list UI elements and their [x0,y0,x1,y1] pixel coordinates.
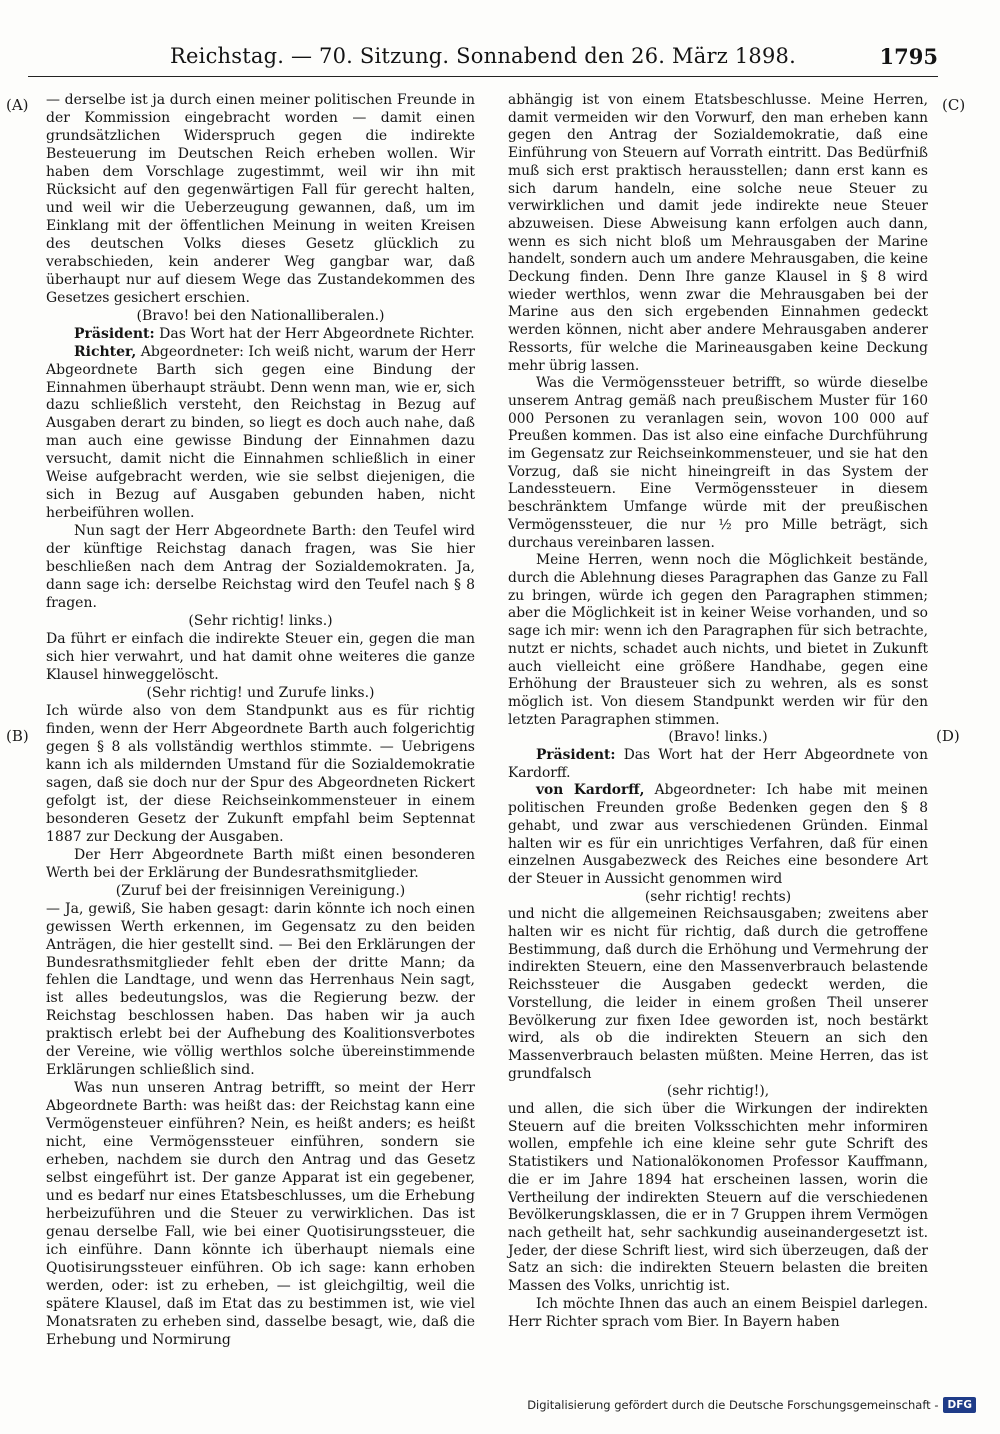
speaker-name: Präsident: [536,747,616,764]
paragraph-text: Da führt er einfach die indirekte Steuer ein, gegen die man sich hier verwahrt, und hat damit ohne weiteres die ganze Klausel hinweggelöscht. [46,631,475,683]
paragraph [46,1080,475,1350]
paragraph-text: (Zuruf bei der freisinnigen Vereinigung.) [115,882,406,899]
paragraph-text: (Sehr richtig! links.) [188,613,333,630]
paragraph-text: (Bravo! bei den Nationalliberalen.) [136,307,385,324]
interjection [46,685,475,703]
paragraph-text: Was nun unseren Antrag betrifft, so meint der Herr Abgeordnete Barth: was heißt das: der Reichstag kann eine Vermögensteuer einführen? Nein, es heißt anders; es heißt nicht, eine Vermögenssteuer einführen, sondern sie erheben, nachdem sie durch den Antrag und das Gesetz selbst eingeführt ist. Der ganze Apparat ist ein gegebener, und es bedarf nur eines Etatsbeschlusses, um die Erhebung herbeizuführen und die Steuer zu verwirklichen. Das ist genau derselbe Fall, wie bei einer Quotisirungssteuer, die ich einführe. Dann könnte ich überhaupt niemals eine Quotisirungssteuer einführen. Ob ich sage: kann erhoben werden, oder: ist zu erheben, — ist gleichgiltig, weil die spätere Klausel, daß im Etat das zu bestimmen ist, wie viel Monatsraten zu erheben sind, dasselbe besagt, wie, daß die Erhebung und Normirung [46,1080,475,1348]
interjection [46,883,475,901]
paragraph-text: Der Herr Abgeordnete Barth mißt einen besonderen Werth bei der Erklärung der Bundesrathsmitglieder. [46,846,475,881]
paragraph [46,703,475,847]
paragraph-text: (Sehr richtig! und Zurufe links.) [146,684,375,701]
speaker-name: Präsident: [74,325,155,342]
interjection [508,1083,928,1101]
paragraph-text: — derselbe ist ja durch einen meiner politischen Freunde in der Kommission eingebracht worden — damit einen grundsätzlichen Widerspruch gegen die indirekte Besteuerung im Deutschen Reich erheben wollen. Wir haben dem Vorschlage zugestimmt, weil wir ihn mit Rücksicht auf den gegenwärtigen Fall für gerecht halten, und weil wir die Ueberzeugung gewannen, daß, um im Einklang mit der öffentlichen Meinung in weiten Kreisen des deutschen Volks dieses Gesetz glücklich zu verabschieden, kein anderer Weg gangbar war, daß überhaupt nur auf diesem Wege das Zustandekommen des Gesetzes gesichert erschien. [46,92,475,306]
speaker-name: von Kardorff, [536,782,645,799]
right-text-column [508,92,928,1331]
interjection [508,729,928,747]
paragraph-text: Das Wort hat der Herr Abgeordnete von Kardorff. [508,747,928,781]
dfg-logo: DFG [943,1397,976,1413]
paragraph-text: Ich würde also von dem Standpunkt aus es für richtig finden, wenn der Herr Abgeordnete Barth auch folgerichtig gegen § 8 als vollständig werthlos stimmte. — Uebrigens kann ich als mildernden Umstand für die Sozialdemokratie sagen, daß sie doch nur der Spur des Abgeordneten Rickert gefolgt ist, der diese Reichseinkommensteuer in einem besonderen Gesetz der Zukunft empfahl beim Septennat 1887 zur Deckung der Ausgaben. [46,702,475,845]
footer-text: Digitalisierung gefördert durch die Deutsche Forschungsgemeinschaft - [527,1398,939,1412]
speech-paragraph [508,782,928,888]
paragraph [508,1101,928,1296]
margin-marker-c: (C) [942,96,966,114]
paragraph-text: und nicht die allgemeinen Reichsausgaben; zweitens aber halten wir es nicht für richtig, daß durch die getroffene Bestimmung, daß durch die Erhöhung und Vermehrung der indirekten Steuern, eine den Massenverbrauch belastende Reichssteuer die Ausgaben gedeckt werden, die Vorstellung, die leider in einem großen Theil unserer Bevölkerung zur fixen Idee geworden ist, noch bestärkt wird, als ob die indirekten Steuern an sich den Massenverbrauch belasten müßten. Meine Herren, das ist grundfalsch [508,906,928,1082]
paragraph [46,847,475,883]
interjection [46,613,475,631]
header-title: Reichstag. — 70. Sitzung. Sonnabend den 26. März 1898. [170,44,796,68]
margin-marker-a: (A) [6,96,29,114]
paragraph-text: Abgeordneter: Ich weiß nicht, warum der Herr Abgeordnete Barth sich gegen eine Bindung der Einnahmen überhaupt sträubt. Denn wenn man, wie er, sich dazu schließlich versteht, den Reichstag in Bezug auf Ausgaben derart zu binden, so liegt es doch auch nahe, daß man auch eine gewisse Bindung der Einnahmen dazu versucht, damit nicht die Einnahmen schließlich in einer Weise aufgebracht werden, wie sie selbst diejenigen, die sich in Bezug auf Ausgaben gebunden haben, nicht herbeiführen wollen. [46,343,475,522]
margin-marker-d: (D) [936,727,960,745]
paragraph-text: (sehr richtig!), [666,1083,770,1100]
interjection [508,889,928,907]
paragraph [46,523,475,613]
paragraph-text: Nun sagt der Herr Abgeordnete Barth: den Teufel wird der künftige Reichstag danach fragen, was Sie hier beschließen nach dem Antrag der Sozialdemokraten. Ja, dann sage ich: derselbe Reichstag wird den Teufel nach § 8 fragen. [46,523,475,612]
paragraph-text: Ich möchte Ihnen das auch an einem Beispiel darlegen. Herr Richter sprach vom Bier. In Bayern haben [508,1295,928,1330]
paragraph-text: — Ja, gewiß, Sie haben gesagt: darin könnte ich noch einen gewissen Werth erkennen, im Gegensatz zu den beiden Anträgen, die hier gestellt sind. — Bei den Erklärungen der Bundesrathsmitglieder fehlt eben der dritte Mann; da fehlen die Landtage, und wenn das Herrenhaus Nein sagt, ist alles bedeutungslos, was die Regierung bezw. der Reichstag beschlossen haben. Das haben wir ja auch praktisch erlebt bei der Aufhebung des Koalitionsverbotes der Vereine, wie völlig werthlos solche übereinstimmende Erklärungen schließlich sind. [46,900,475,1079]
paragraph-text: und allen, die sich über die Wirkungen der indirekten Steuern auf die breiten Volksschichten mehr informiren wollen, empfehle ich eine kleine sehr gute Schrift des Statistikers und Nationalökonomen Professor Kauffmann, die er im Jahre 1894 hat erscheinen lassen, worin die Vertheilung der indirekten Steuern auf die verschiedenen Bevölkerungsklassen, die er in 7 Gruppen ihrem Vermögen nach getheilt hat, sehr sachkundig auseinandergesetzt ist. Jeder, der diese Schrift liest, wird sich überzeugen, daß der Satz an sich: die indirekten Steuern belasten die breiten Massen des Volks, unrichtig ist. [508,1101,928,1295]
margin-marker-b: (B) [6,727,29,745]
paragraph-text: Abgeordneter: Ich habe mit meinen politischen Freunden große Bedenken gegen den § 8 gehabt, und zwar aus verschiedenen Gründen. Einmal halten wir es für ein unrichtiges Verfahren, daß für einen einzelnen Ausgabezweck des Reiches eine besondere Art der Steuer in Aussicht genommen wird [508,782,929,887]
page-number: 1795 [879,44,938,69]
interjection [46,308,475,326]
paragraph-text: Das Wort hat der Herr Abgeordnete Richter. [154,325,475,342]
paragraph [46,901,475,1081]
speech-paragraph [46,344,475,524]
paragraph-text: Was die Vermögenssteuer betrifft, so würde dieselbe unserem Antrag gemäß nach preußischem Muster für 160 000 Personen zu veranlagen sein, wovon 100 000 auf Preußen kommen. Das ist also eine einfache Durchführung im Gegensatz zur Reichseinkommensteuer, und sie hat den Vorzug, daß sie nicht hineingreift in das System der Landessteuern. Eine Vermögenssteuer in diesem beschränktem Umfange würde mit der preußischen Vermögenssteuer, die nur ½ pro Mille beträgt, sich durchaus vereinbaren lassen. [508,375,928,551]
speech-paragraph [508,747,928,782]
paragraph [508,1296,928,1331]
footer-credit [527,1394,976,1416]
paragraph [46,631,475,685]
paragraph [508,375,928,552]
paragraph-text: abhängig ist von einem Etatsbeschlusse. Meine Herren, damit vermeiden wir den Vorwurf, den man erheben kann gegen den Antrag der Sozialdemokratie, daß eine Einführung von Steuern auf Vorrath eintritt. Das Bedürfniß muß sich erst praktisch herausstellen; dann erst kann es sich darum handeln, eine solche neue Steuer zu verwirklichen und damit jede indirekte neue Steuer abzuweisen. Diese Abweisung kann erfolgen auch dann, wenn es sich nicht bloß um Mehrausgaben der Marine handelt, sondern auch um andere Mehrausgaben, die keine Deckung finden. Denn Ihre ganze Klausel in § 8 wird wieder werthlos, wenn zwar die Mehrausgaben bei der Marine aus den sich ergebenden Einnahmen gedeckt werden können, nicht aber andere Mehrausgaben anderer Ressorts, für welche die Marineausgaben keine Deckung mehr übrig lassen. [508,92,928,374]
speaker-name: Richter, [74,343,137,360]
paragraph [46,92,475,308]
paragraph-text: Meine Herren, wenn noch die Möglichkeit bestände, durch die Ablehnung dieses Paragraphen das Ganze zu Fall zu bringen, würde ich gegen den Paragraphen stimmen; aber die Möglichkeit ist in keiner Weise vorhanden, und so sage ich mir: wenn ich den Paragraphen für sich betrachte, nutzt er nichts, schadet auch nichts, und bietet in Zukunft auch vielleicht eine größere Handhabe, gegen eine Erhöhung der Brausteuer sich zu wehren, als es sonst möglich ist. Von diesem Standpunkt werden wir für den letzten Paragraphen stimmen. [508,552,928,728]
paragraph [508,906,928,1083]
left-text-column [46,92,475,1350]
speech-paragraph [46,326,475,344]
paragraph-text: (sehr richtig! rechts) [644,888,792,905]
running-header [28,44,938,77]
paragraph [508,552,928,729]
paragraph [508,92,928,375]
paragraph-text: (Bravo! links.) [668,729,768,746]
